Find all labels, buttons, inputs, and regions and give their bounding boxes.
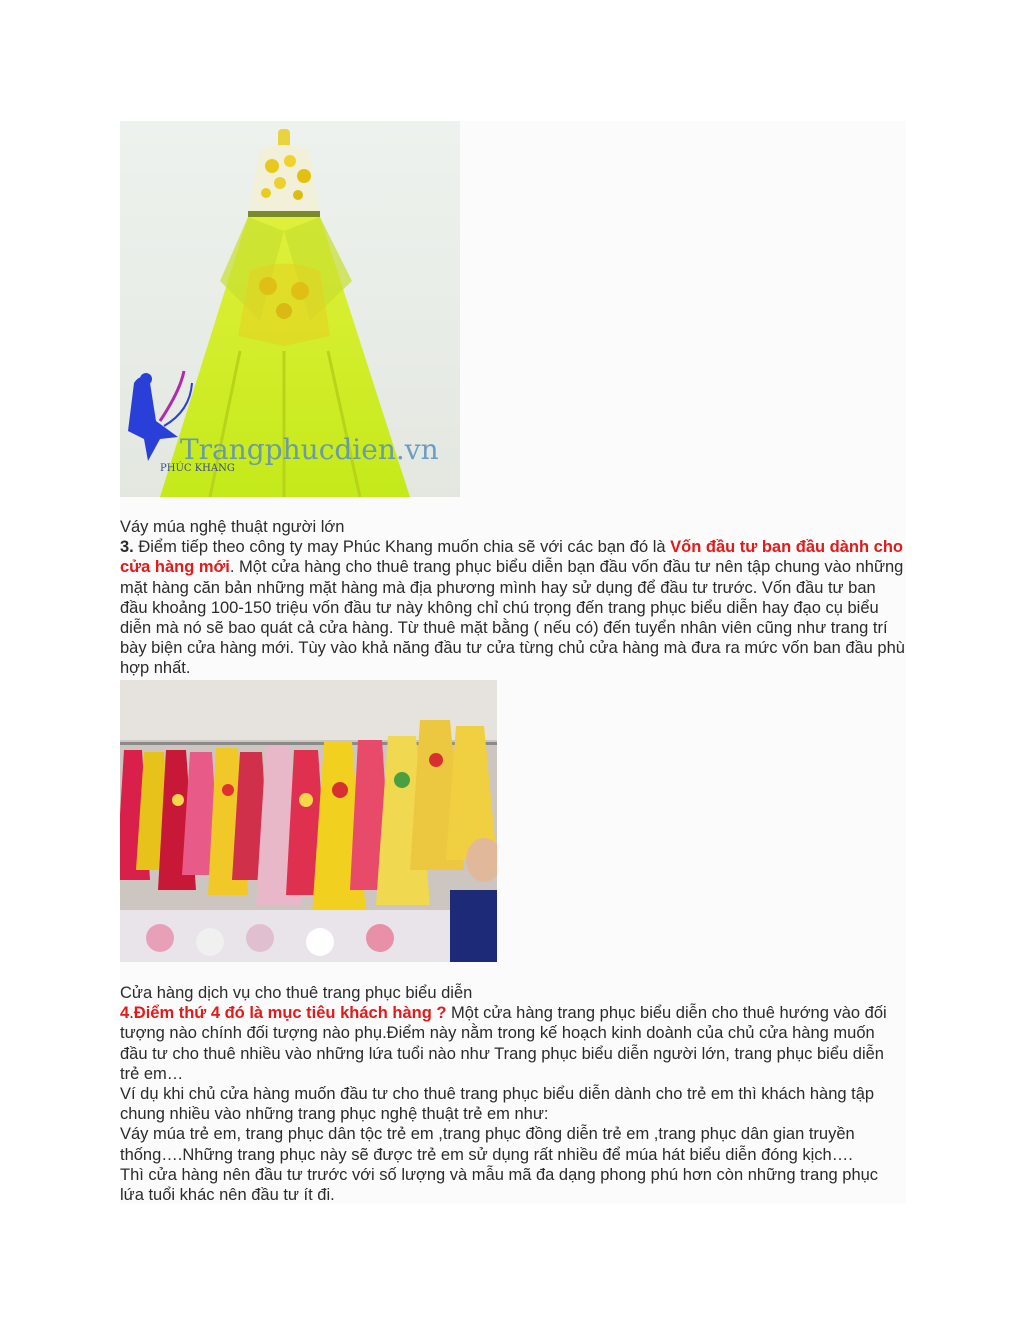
watermark-text: Trangphucdien.vn [180,433,439,466]
point-4-dot: . [129,1004,134,1023]
caption-costume-shop: Cửa hàng dịch vụ cho thuê trang phục biểu diễn [120,984,473,1002]
point-3-lead: Điểm tiếp theo công ty may Phúc Khang muốn chia sẽ với các bạn đó là [133,538,671,557]
point-4-example: Ví dụ khi chủ cửa hàng muốn đầu tư cho thuê trang phục biểu diễn dành cho trẻ em thì khách hàng tập chung nhiều vào những trang phục nghệ thuật trẻ em như: [120,1085,875,1124]
point-4-highlight: Điểm thứ 4 đó là mục tiêu khách hàng ? [133,1004,447,1023]
costume-shop-photo [120,680,497,962]
dance-dress-photo [120,121,460,497]
point-4-children-costumes: Váy múa trẻ em, trang phục dân tộc trẻ em ,trang phục đồng diễn trẻ em ,trang phục dân gian truyền thống….Những trang phục này sẽ được trẻ em sử dụng rất nhiều để múa hát biểu diễn đóng kịch…. [120,1125,855,1164]
article-content [120,121,906,1204]
point-4-conclusion: Thì cửa hàng nên đầu tư trước với số lượng và mẫu mã đa dạng phong phú hơn còn những trang phục lứa tuổi khác nên đầu tư ít đi. [120,1165,879,1205]
point-4-body: Một cửa hàng trang phục biểu diễn cho thuê hướng vào đối tượng nào chính đối tượng nào phụ.Điểm này nằm trong kế hoạch kinh doành của chủ cửa hàng muốn đầu tư cho thuê nhiều vào những lứa tuổi nào như Trang phục biểu diễn người lớn, trang phục biểu diễn trẻ em… [120,1004,887,1083]
text-block-1 [120,517,906,679]
point-3-paragraph [120,537,906,678]
point-4-paragraph [120,1003,906,1084]
point-3-number: 3. [120,538,134,557]
caption-adult-dance-dress: Váy múa nghệ thuật người lớn [120,518,345,536]
text-block-2 [120,983,906,1205]
point-4-number: 4 [120,1004,130,1023]
point-3-body: . Một cửa hàng cho thuê trang phục biểu diễn bạn đầu vốn đầu tư nên tập chung vào những mặt hàng căn bản những mặt hàng mà địa phương mình hay sử dụng để đầu tư trước. Vốn đầu tư ban đầu khoảng 100-150 triệu vốn đầu tư này không chỉ chú trọng đến trang phục biểu diễn hay đạo cụ biểu diễn mà nó sẽ bao quát cả cửa hàng. Từ thuê mặt bằng ( nếu có) đến tuyển nhân viên cũng như trang trí bày biện cửa hàng mới. Tùy vào khả năng đầu tư cửa từng chủ cửa hàng mà đưa ra mức vốn ban đầu phù hợp nhất. [120,558,905,678]
point-3-highlight: Vốn đầu tư ban đầu dành cho cửa hàng mới [120,538,904,577]
brand-text: PHÚC KHANG [160,463,235,474]
